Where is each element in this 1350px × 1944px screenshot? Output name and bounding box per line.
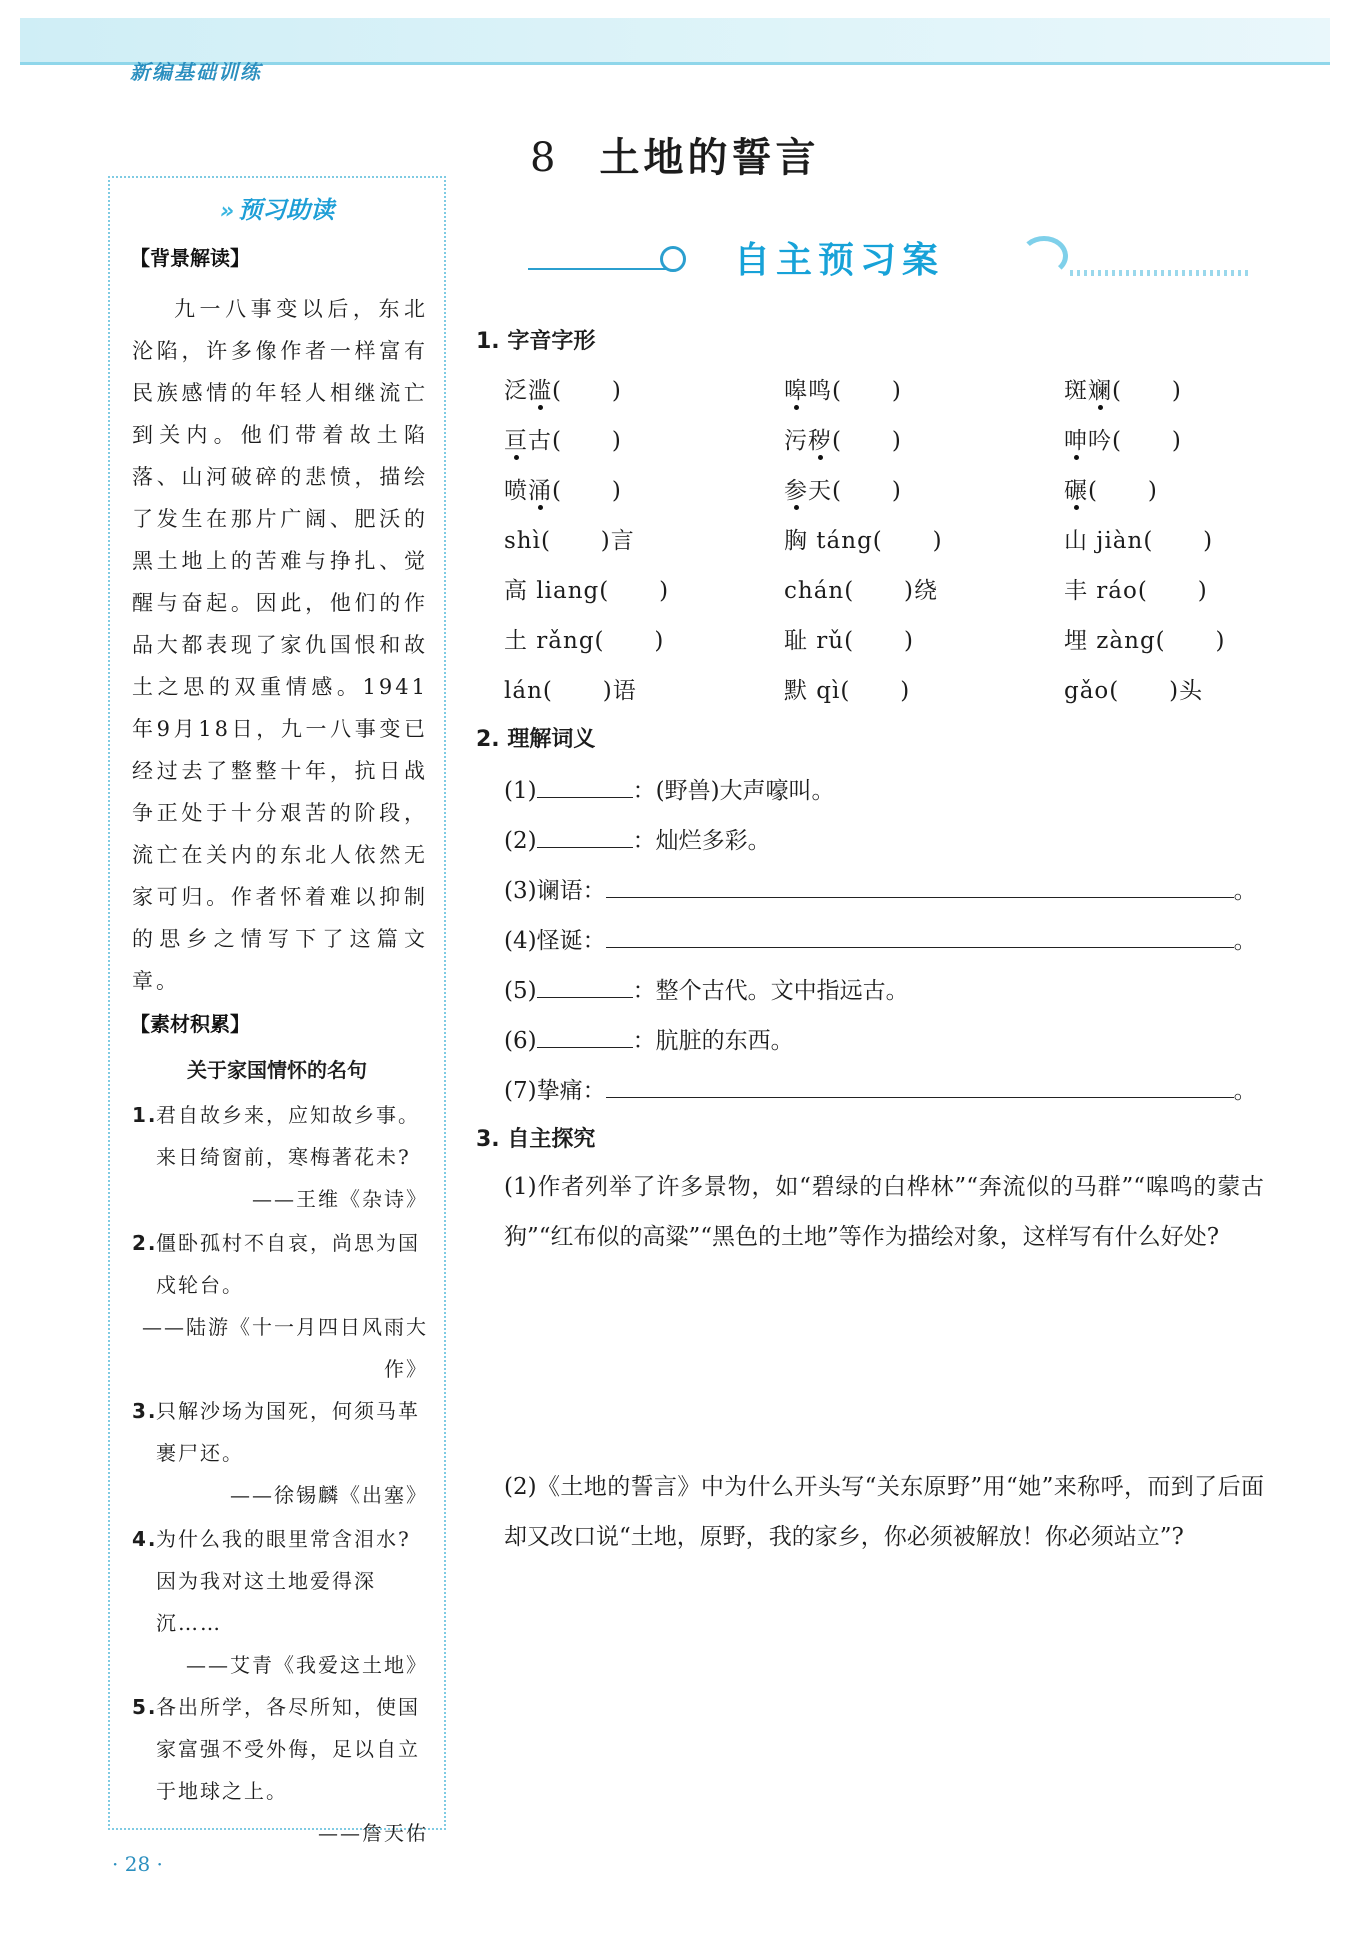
- item-text: ( ): [832, 428, 902, 454]
- quote-item: [132, 1094, 432, 1220]
- quote-item: [132, 1390, 432, 1516]
- quote-author: ——艾青《我爱这土地》: [186, 1653, 428, 1677]
- dotted-character: 参: [784, 478, 808, 504]
- banner-divider-right: [1070, 270, 1248, 276]
- quote-number: 1.: [132, 1103, 158, 1127]
- definition-end: 。: [1233, 1078, 1257, 1104]
- definition-end: 。: [1233, 878, 1257, 904]
- pinyin-item: [1064, 522, 1213, 555]
- pinyin-item: [1064, 372, 1182, 405]
- definition-row: [504, 1072, 1257, 1105]
- chevron-right-icon: »: [219, 199, 235, 224]
- quote-author: ——詹天佑: [318, 1821, 428, 1845]
- item-prefix: 污: [784, 428, 808, 454]
- dotted-character: 碾: [1064, 478, 1088, 504]
- sidebar-title: [110, 190, 444, 225]
- pinyin-item: [504, 672, 637, 705]
- quote-author: ——王维《杂诗》: [252, 1187, 428, 1211]
- quote-author: ——徐锡麟《出塞》: [230, 1483, 428, 1507]
- pinyin-item: [504, 472, 622, 505]
- item-text: 古( ): [528, 428, 622, 454]
- preview-sidebar: [108, 176, 446, 1845]
- definition-label: (4)怪诞：: [504, 928, 606, 954]
- definition-row: [504, 972, 909, 1005]
- pinyin-item: [784, 472, 902, 505]
- dotted-character: 涌: [528, 478, 552, 504]
- quote-author: ——陆游《十一月四日风雨大作》: [142, 1315, 428, 1381]
- item-text: 吟( ): [1088, 428, 1182, 454]
- pinyin-item: [504, 422, 622, 455]
- q3-part1: (1)作者列举了许多景物，如“碧绿的白桦林”“奔流似的马群”“嗥鸣的蒙古狗”“红布似的高粱”“黑色的土地”等作为描绘对象，这样写有什么好处?: [504, 1174, 1264, 1250]
- pinyin-item: [1064, 472, 1158, 505]
- item-text: gǎo( )头: [1064, 678, 1204, 704]
- quote-number: 5.: [132, 1695, 158, 1719]
- pinyin-item: [504, 522, 635, 555]
- item-text: 土 rǎng( ): [504, 628, 665, 654]
- pinyin-item: [784, 672, 910, 705]
- pinyin-item: [504, 572, 669, 605]
- pinyin-item: [504, 372, 622, 405]
- quote-item: [132, 1222, 432, 1390]
- definition-text: ：灿烂多彩。: [632, 828, 771, 854]
- dotted-character: 斓: [1088, 378, 1112, 404]
- pinyin-item: [1064, 622, 1226, 655]
- sidebar-title-text: 预习助读: [238, 196, 335, 224]
- quote-text: 君自故乡来，应知故乡事。来日绮窗前，寒梅著花未?: [156, 1103, 420, 1169]
- quote-text: 各出所学，各尽所知，使国家富强不受外侮，足以自立于地球之上。: [156, 1695, 420, 1803]
- pinyin-item: [1064, 422, 1182, 455]
- swoosh-decoration: [1020, 236, 1068, 276]
- quote-number: 4.: [132, 1527, 158, 1551]
- page-number: · 28 ·: [112, 1852, 163, 1876]
- background-heading: 【背景解读】: [130, 246, 250, 270]
- quotes-heading: 关于家国情怀的名句: [187, 1058, 367, 1082]
- definition-end: 。: [1233, 928, 1257, 954]
- item-text: 胸 táng( ): [784, 528, 943, 554]
- item-text: 高 liang( ): [504, 578, 670, 604]
- quote-item: [132, 1518, 432, 1686]
- definition-label: (3)谰语：: [504, 878, 606, 904]
- answer-blank[interactable]: [537, 1027, 633, 1048]
- item-prefix: 斑: [1064, 378, 1088, 404]
- definition-label: (2): [504, 828, 537, 854]
- pinyin-item: [784, 572, 938, 605]
- lesson-title: [530, 126, 819, 183]
- dotted-character: 呻: [1064, 428, 1088, 454]
- answer-blank[interactable]: [537, 777, 633, 798]
- definition-label: (1): [504, 778, 537, 804]
- q3-heading: 3. 自主探究: [476, 1127, 596, 1152]
- series-name: 新编基础训练: [130, 60, 262, 84]
- definition-text: ：整个古代。文中指远古。: [632, 978, 909, 1004]
- definition-text: ：肮脏的东西。: [632, 1028, 794, 1054]
- item-text: 埋 zàng( ): [1064, 628, 1226, 654]
- pinyin-item: [784, 372, 902, 405]
- item-text: chán( )绕: [784, 578, 939, 604]
- item-text: ( ): [552, 478, 622, 504]
- dotted-character: 亘: [504, 428, 528, 454]
- item-text: 默 qì( ): [784, 678, 911, 704]
- item-text: 丰 ráo( ): [1064, 578, 1208, 604]
- q1-heading: 1. 字音字形: [476, 329, 596, 354]
- answer-blank[interactable]: [606, 927, 1234, 948]
- definition-label: (6): [504, 1028, 537, 1054]
- item-text: ( ): [552, 378, 622, 404]
- quote-text: 只解沙场为国死，何须马革裹尸还。: [156, 1399, 420, 1465]
- definition-row: [504, 1022, 794, 1055]
- quote-text: 为什么我的眼里常含泪水?因为我对这土地爱得深沉……: [156, 1527, 411, 1635]
- background-text: 九一八事变以后，东北沦陷，许多像作者一样富有民族感情的年轻人相继流亡到关内。他们带着故土陷落、山河破碎的悲愤，描绘了发生在那片广阔、肥沃的黑土地上的苦难与挣扎、觉醒与奋起。因此，他们的作品大都表现了家仇国恨和故土之思的双重情感。1941年9月18日，九一八事变已经过去了整整十年，抗日战争正处于十分艰苦的阶段，流亡在关内的东北人依然无家可归。作者怀着难以抑制的思乡之情写下了这篇文章。: [132, 297, 428, 993]
- answer-blank[interactable]: [606, 1077, 1234, 1098]
- q3-part2: (2)《土地的誓言》中为什么开头写“关东原野”用“她”来称呼，而到了后面却又改口说“土地，原野，我的家乡，你必须被解放！你必须站立”?: [504, 1474, 1264, 1550]
- section-banner: 自主预习案: [734, 240, 945, 281]
- item-text: 耻 rǔ( ): [784, 628, 914, 654]
- definition-row: [504, 872, 1257, 905]
- definition-text: ：(野兽)大声嚎叫。: [632, 778, 835, 804]
- lesson-number: 8: [530, 135, 560, 181]
- quote-text: 僵卧孤村不自哀，尚思为国戍轮台。: [156, 1231, 420, 1297]
- item-text: ( ): [1112, 378, 1182, 404]
- definition-label: (5): [504, 978, 537, 1004]
- item-text: shì( )言: [504, 528, 635, 554]
- definition-row: [504, 922, 1257, 955]
- pinyin-item: [784, 622, 914, 655]
- dotted-character: 滥: [528, 378, 552, 404]
- item-prefix: 喷: [504, 478, 528, 504]
- answer-blank[interactable]: [537, 827, 633, 848]
- q2-heading: 2. 理解词义: [476, 727, 596, 752]
- pinyin-item: [1064, 672, 1203, 705]
- pinyin-item: [504, 622, 664, 655]
- answer-blank[interactable]: [606, 877, 1234, 898]
- quote-item: [132, 1686, 432, 1854]
- lesson-title-text: 土地的誓言: [599, 134, 820, 181]
- quote-number: 2.: [132, 1231, 158, 1255]
- item-text: 天( ): [808, 478, 902, 504]
- item-text: lán( )语: [504, 678, 637, 704]
- magnifier-icon: [660, 246, 686, 272]
- definition-row: [504, 822, 771, 855]
- item-text: ( ): [1088, 478, 1158, 504]
- pinyin-item: [784, 422, 902, 455]
- definition-row: [504, 772, 835, 805]
- dotted-character: 秽: [808, 428, 832, 454]
- quote-number: 3.: [132, 1399, 158, 1423]
- pinyin-item: [784, 522, 943, 555]
- answer-blank[interactable]: [537, 977, 633, 998]
- item-prefix: 泛: [504, 378, 528, 404]
- banner-divider-left: [528, 268, 668, 270]
- item-text: 山 jiàn( ): [1064, 528, 1214, 554]
- pinyin-item: [1064, 572, 1208, 605]
- definition-label: (7)挚痛：: [504, 1078, 606, 1104]
- material-heading: 【素材积累】: [130, 1012, 250, 1036]
- dotted-character: 嗥: [784, 378, 808, 404]
- item-text: 鸣( ): [808, 378, 902, 404]
